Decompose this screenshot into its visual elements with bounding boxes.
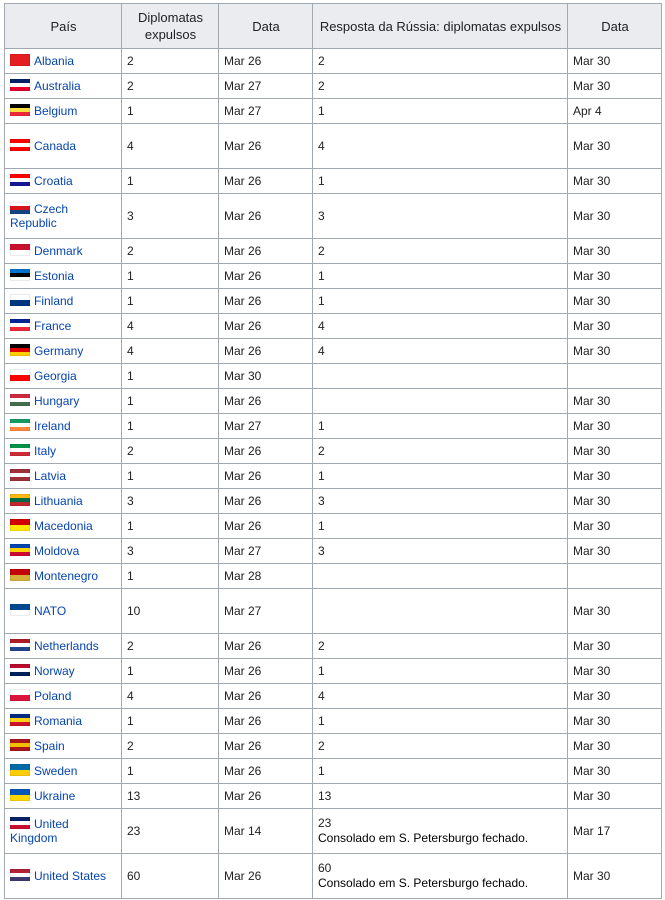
header-row bbox=[5, 4, 662, 49]
expelled-cell: 23 bbox=[122, 809, 219, 854]
expelled-cell: 1 bbox=[122, 414, 219, 439]
header-russia-response[interactable]: Resposta da Rússia: diplomatas expulsos bbox=[313, 4, 568, 49]
response-cell bbox=[313, 464, 568, 489]
expelled-cell: 1 bbox=[122, 709, 219, 734]
table-row bbox=[5, 659, 662, 684]
response-value: 4 bbox=[318, 688, 325, 703]
flag-icon bbox=[10, 269, 30, 281]
response-cell bbox=[313, 239, 568, 264]
country-cell bbox=[5, 489, 122, 514]
response-cell bbox=[313, 659, 568, 684]
country-cell bbox=[5, 684, 122, 709]
expelled-cell: 2 bbox=[122, 634, 219, 659]
table-row bbox=[5, 809, 662, 854]
expelled-cell: 1 bbox=[122, 99, 219, 124]
date-cell: Mar 27 bbox=[219, 74, 313, 99]
flag-icon bbox=[10, 202, 30, 214]
date-cell: Mar 26 bbox=[219, 489, 313, 514]
country-link[interactable]: Sweden bbox=[34, 764, 78, 778]
table-row bbox=[5, 464, 662, 489]
date-cell: Mar 26 bbox=[219, 194, 313, 239]
response-cell bbox=[313, 289, 568, 314]
date-cell: Mar 26 bbox=[219, 659, 313, 684]
country-cell bbox=[5, 514, 122, 539]
expelled-cell: 1 bbox=[122, 514, 219, 539]
country-link[interactable]: Lithuania bbox=[34, 494, 83, 508]
date-cell: Mar 26 bbox=[219, 339, 313, 364]
country-link[interactable]: Ukraine bbox=[34, 789, 76, 803]
expelled-cell: 1 bbox=[122, 464, 219, 489]
expelled-cell: 1 bbox=[122, 289, 219, 314]
response-date-cell: Mar 30 bbox=[568, 314, 662, 339]
response-cell bbox=[313, 784, 568, 809]
country-cell bbox=[5, 414, 122, 439]
flag-icon bbox=[10, 54, 30, 66]
response-cell bbox=[313, 194, 568, 239]
response-date-cell bbox=[568, 564, 662, 589]
response-date-cell: Mar 30 bbox=[568, 539, 662, 564]
country-link[interactable]: Australia bbox=[34, 79, 81, 93]
response-date-cell: Apr 4 bbox=[568, 99, 662, 124]
date-cell: Mar 14 bbox=[219, 809, 313, 854]
table-row bbox=[5, 684, 662, 709]
response-date-cell bbox=[568, 364, 662, 389]
country-cell bbox=[5, 49, 122, 74]
table-row bbox=[5, 489, 662, 514]
date-cell: Mar 26 bbox=[219, 389, 313, 414]
expelled-cell: 1 bbox=[122, 364, 219, 389]
date-cell: Mar 26 bbox=[219, 854, 313, 899]
response-date-cell: Mar 30 bbox=[568, 514, 662, 539]
flag-icon bbox=[10, 569, 30, 581]
response-value: 4 bbox=[318, 138, 325, 153]
response-date-cell: Mar 30 bbox=[568, 734, 662, 759]
expelled-cell: 1 bbox=[122, 759, 219, 784]
table-row bbox=[5, 709, 662, 734]
table-row bbox=[5, 124, 662, 169]
response-value: 3 bbox=[318, 543, 325, 558]
response-cell bbox=[313, 414, 568, 439]
response-cell bbox=[313, 389, 568, 414]
response-cell bbox=[313, 74, 568, 99]
date-cell: Mar 26 bbox=[219, 289, 313, 314]
response-cell bbox=[313, 439, 568, 464]
table-row bbox=[5, 389, 662, 414]
date-cell: Mar 26 bbox=[219, 49, 313, 74]
date-cell: Mar 26 bbox=[219, 759, 313, 784]
response-date-cell: Mar 30 bbox=[568, 589, 662, 634]
response-value: 2 bbox=[318, 638, 325, 653]
flag-icon bbox=[10, 344, 30, 356]
table-row bbox=[5, 49, 662, 74]
response-date-cell: Mar 30 bbox=[568, 854, 662, 899]
response-value: 1 bbox=[318, 293, 325, 308]
country-cell bbox=[5, 854, 122, 899]
response-date-cell: Mar 30 bbox=[568, 194, 662, 239]
flag-icon bbox=[10, 174, 30, 186]
response-cell bbox=[313, 759, 568, 784]
country-cell bbox=[5, 389, 122, 414]
date-cell: Mar 27 bbox=[219, 539, 313, 564]
country-cell bbox=[5, 564, 122, 589]
country-link[interactable]: Spain bbox=[34, 739, 65, 753]
country-cell bbox=[5, 339, 122, 364]
country-cell bbox=[5, 239, 122, 264]
table-row bbox=[5, 759, 662, 784]
table-row bbox=[5, 734, 662, 759]
response-cell bbox=[313, 264, 568, 289]
response-value: 1 bbox=[318, 713, 325, 728]
table-body bbox=[5, 49, 662, 899]
country-cell bbox=[5, 364, 122, 389]
response-cell bbox=[313, 489, 568, 514]
expelled-cell: 4 bbox=[122, 314, 219, 339]
date-cell: Mar 26 bbox=[219, 684, 313, 709]
country-link[interactable]: Hungary bbox=[34, 394, 80, 408]
response-date-cell: Mar 30 bbox=[568, 684, 662, 709]
country-link[interactable]: Romania bbox=[34, 714, 83, 728]
country-cell bbox=[5, 289, 122, 314]
response-value: 4 bbox=[318, 318, 325, 333]
response-cell bbox=[313, 634, 568, 659]
response-value: 2 bbox=[318, 53, 325, 68]
expelled-cell: 4 bbox=[122, 339, 219, 364]
date-cell: Mar 26 bbox=[219, 124, 313, 169]
country-cell bbox=[5, 709, 122, 734]
country-link[interactable]: Italy bbox=[34, 444, 57, 458]
table-row bbox=[5, 414, 662, 439]
response-date-cell: Mar 30 bbox=[568, 264, 662, 289]
response-value: 4 bbox=[318, 343, 325, 358]
country-cell bbox=[5, 759, 122, 784]
country-cell bbox=[5, 124, 122, 169]
country-link[interactable]: Netherlands bbox=[34, 639, 99, 653]
expelled-cell: 3 bbox=[122, 539, 219, 564]
flag-icon bbox=[10, 494, 30, 506]
country-link[interactable]: France bbox=[34, 319, 72, 333]
date-cell: Mar 27 bbox=[219, 589, 313, 634]
table-row bbox=[5, 99, 662, 124]
flag-icon bbox=[10, 369, 30, 381]
flag-icon bbox=[10, 664, 30, 676]
country-link[interactable]: Macedonia bbox=[34, 519, 93, 533]
country-cell bbox=[5, 734, 122, 759]
response-date-cell: Mar 30 bbox=[568, 239, 662, 264]
response-date-cell: Mar 30 bbox=[568, 124, 662, 169]
response-date-cell: Mar 30 bbox=[568, 169, 662, 194]
response-cell bbox=[313, 854, 568, 899]
expelled-cell: 60 bbox=[122, 854, 219, 899]
flag-icon bbox=[10, 294, 30, 306]
country-link[interactable]: Belgium bbox=[34, 104, 78, 118]
response-value: 23 bbox=[318, 816, 332, 830]
country-cell bbox=[5, 784, 122, 809]
response-date-cell: Mar 30 bbox=[568, 464, 662, 489]
response-value: 1 bbox=[318, 518, 325, 533]
date-cell: Mar 28 bbox=[219, 564, 313, 589]
table-row bbox=[5, 564, 662, 589]
date-cell: Mar 26 bbox=[219, 514, 313, 539]
country-cell bbox=[5, 634, 122, 659]
response-value: 3 bbox=[318, 493, 325, 508]
response-date-cell: Mar 30 bbox=[568, 389, 662, 414]
flag-icon bbox=[10, 604, 30, 616]
response-cell bbox=[313, 564, 568, 589]
country-link[interactable]: Norway bbox=[34, 664, 75, 678]
country-cell bbox=[5, 589, 122, 634]
table-row bbox=[5, 264, 662, 289]
flag-icon bbox=[10, 764, 30, 776]
country-link[interactable]: Croatia bbox=[34, 174, 73, 188]
response-value: 2 bbox=[318, 78, 325, 93]
country-cell bbox=[5, 539, 122, 564]
country-cell bbox=[5, 464, 122, 489]
response-value: 1 bbox=[318, 418, 325, 433]
country-link[interactable]: Denmark bbox=[34, 244, 83, 258]
response-value: 2 bbox=[318, 738, 325, 753]
expelled-cell: 1 bbox=[122, 659, 219, 684]
response-cell bbox=[313, 339, 568, 364]
country-cell bbox=[5, 264, 122, 289]
country-link[interactable]: Poland bbox=[34, 689, 72, 703]
date-cell: Mar 26 bbox=[219, 439, 313, 464]
response-value: 1 bbox=[318, 103, 325, 118]
flag-icon bbox=[10, 79, 30, 91]
expelled-cell: 1 bbox=[122, 169, 219, 194]
date-cell: Mar 26 bbox=[219, 709, 313, 734]
flag-icon bbox=[10, 739, 30, 751]
expelled-cell: 4 bbox=[122, 124, 219, 169]
flag-icon bbox=[10, 469, 30, 481]
table-row bbox=[5, 589, 662, 634]
response-date-cell: Mar 30 bbox=[568, 414, 662, 439]
date-cell: Mar 26 bbox=[219, 239, 313, 264]
flag-icon bbox=[10, 104, 30, 116]
response-date-cell: Mar 30 bbox=[568, 634, 662, 659]
response-value: 1 bbox=[318, 268, 325, 283]
response-cell bbox=[313, 589, 568, 634]
expelled-cell: 2 bbox=[122, 239, 219, 264]
flag-icon bbox=[10, 244, 30, 256]
flag-icon bbox=[10, 869, 30, 881]
date-cell: Mar 26 bbox=[219, 734, 313, 759]
date-cell: Mar 26 bbox=[219, 169, 313, 194]
table-row bbox=[5, 784, 662, 809]
response-cell bbox=[313, 709, 568, 734]
date-cell: Mar 27 bbox=[219, 414, 313, 439]
date-cell: Mar 26 bbox=[219, 264, 313, 289]
country-link[interactable]: Estonia bbox=[34, 269, 75, 283]
response-cell bbox=[313, 809, 568, 854]
response-cell bbox=[313, 49, 568, 74]
response-note: Consolado em S. Petersburgo fechado. bbox=[318, 831, 529, 845]
flag-icon bbox=[10, 444, 30, 456]
response-value: 1 bbox=[318, 763, 325, 778]
response-date-cell: Mar 30 bbox=[568, 289, 662, 314]
flag-icon bbox=[10, 817, 30, 829]
flag-icon bbox=[10, 519, 30, 531]
expelled-cell: 2 bbox=[122, 74, 219, 99]
country-link[interactable]: Finland bbox=[34, 294, 74, 308]
response-cell bbox=[313, 364, 568, 389]
response-value: 2 bbox=[318, 243, 325, 258]
flag-icon bbox=[10, 714, 30, 726]
flag-icon bbox=[10, 544, 30, 556]
table-row bbox=[5, 194, 662, 239]
response-cell bbox=[313, 514, 568, 539]
response-date-cell: Mar 30 bbox=[568, 339, 662, 364]
response-cell bbox=[313, 734, 568, 759]
expelled-cell: 2 bbox=[122, 49, 219, 74]
country-link[interactable]: United Kingdom bbox=[10, 817, 69, 845]
response-date-cell: Mar 30 bbox=[568, 709, 662, 734]
table-row bbox=[5, 314, 662, 339]
country-cell bbox=[5, 439, 122, 464]
response-value: 1 bbox=[318, 663, 325, 678]
date-cell: Mar 26 bbox=[219, 784, 313, 809]
flag-icon bbox=[10, 419, 30, 431]
country-cell bbox=[5, 194, 122, 239]
expelled-cell: 1 bbox=[122, 564, 219, 589]
table-row bbox=[5, 514, 662, 539]
expelled-cell: 3 bbox=[122, 489, 219, 514]
response-date-cell: Mar 30 bbox=[568, 659, 662, 684]
response-date-cell: Mar 30 bbox=[568, 489, 662, 514]
response-value: 13 bbox=[318, 788, 332, 803]
response-cell bbox=[313, 684, 568, 709]
expelled-cell: 10 bbox=[122, 589, 219, 634]
table-row bbox=[5, 239, 662, 264]
country-link[interactable]: United States bbox=[34, 869, 107, 883]
country-link[interactable]: Czech Republic bbox=[10, 202, 69, 230]
table-row bbox=[5, 634, 662, 659]
response-value: 1 bbox=[318, 468, 325, 483]
expelled-cell: 13 bbox=[122, 784, 219, 809]
country-link[interactable]: Germany bbox=[34, 344, 84, 358]
response-cell bbox=[313, 539, 568, 564]
country-link[interactable]: Latvia bbox=[34, 469, 67, 483]
country-link[interactable]: Ireland bbox=[34, 419, 71, 433]
header-response-date[interactable]: Data bbox=[568, 4, 662, 49]
response-date-cell: Mar 30 bbox=[568, 74, 662, 99]
response-cell bbox=[313, 314, 568, 339]
response-date-cell: Mar 30 bbox=[568, 784, 662, 809]
table-row bbox=[5, 339, 662, 364]
country-link[interactable]: Canada bbox=[34, 139, 77, 153]
table-row bbox=[5, 364, 662, 389]
expelled-cell: 3 bbox=[122, 194, 219, 239]
table-row bbox=[5, 854, 662, 899]
date-cell: Mar 27 bbox=[219, 99, 313, 124]
response-cell bbox=[313, 99, 568, 124]
flag-icon bbox=[10, 639, 30, 651]
table-row bbox=[5, 289, 662, 314]
date-cell: Mar 30 bbox=[219, 364, 313, 389]
response-cell bbox=[313, 124, 568, 169]
country-link[interactable]: Moldova bbox=[34, 544, 80, 558]
expelled-cell: 4 bbox=[122, 684, 219, 709]
response-value: 1 bbox=[318, 173, 325, 188]
country-link[interactable]: Albania bbox=[34, 54, 75, 68]
response-value: 2 bbox=[318, 443, 325, 458]
table-row bbox=[5, 439, 662, 464]
flag-icon bbox=[10, 139, 30, 151]
expelled-cell: 2 bbox=[122, 439, 219, 464]
response-date-cell: Mar 30 bbox=[568, 439, 662, 464]
expelled-cell: 1 bbox=[122, 389, 219, 414]
date-cell: Mar 26 bbox=[219, 314, 313, 339]
response-note: Consolado em S. Petersburgo fechado. bbox=[318, 876, 529, 890]
response-date-cell: Mar 30 bbox=[568, 49, 662, 74]
expelled-cell: 1 bbox=[122, 264, 219, 289]
response-value: 3 bbox=[318, 208, 325, 223]
flag-icon bbox=[10, 394, 30, 406]
country-cell bbox=[5, 314, 122, 339]
country-cell bbox=[5, 169, 122, 194]
expulsions-table bbox=[4, 3, 662, 899]
country-link[interactable]: Montenegro bbox=[34, 569, 99, 583]
header-date[interactable]: Data bbox=[219, 4, 313, 49]
country-link[interactable]: NATO bbox=[34, 604, 67, 618]
date-cell: Mar 26 bbox=[219, 464, 313, 489]
date-cell: Mar 26 bbox=[219, 634, 313, 659]
response-date-cell: Mar 30 bbox=[568, 759, 662, 784]
country-cell bbox=[5, 74, 122, 99]
header-country[interactable]: País bbox=[5, 4, 122, 49]
table-row bbox=[5, 74, 662, 99]
country-cell bbox=[5, 99, 122, 124]
country-link[interactable]: Georgia bbox=[34, 369, 77, 383]
response-value: 60 bbox=[318, 861, 332, 875]
country-cell bbox=[5, 659, 122, 684]
country-cell bbox=[5, 809, 122, 854]
table-row bbox=[5, 169, 662, 194]
flag-icon bbox=[10, 319, 30, 331]
flag-icon bbox=[10, 789, 30, 801]
response-cell bbox=[313, 169, 568, 194]
table-row bbox=[5, 539, 662, 564]
expelled-cell: 2 bbox=[122, 734, 219, 759]
flag-icon bbox=[10, 689, 30, 701]
header-expelled[interactable]: Diplomatas expulsos bbox=[122, 4, 219, 49]
response-date-cell: Mar 17 bbox=[568, 809, 662, 854]
